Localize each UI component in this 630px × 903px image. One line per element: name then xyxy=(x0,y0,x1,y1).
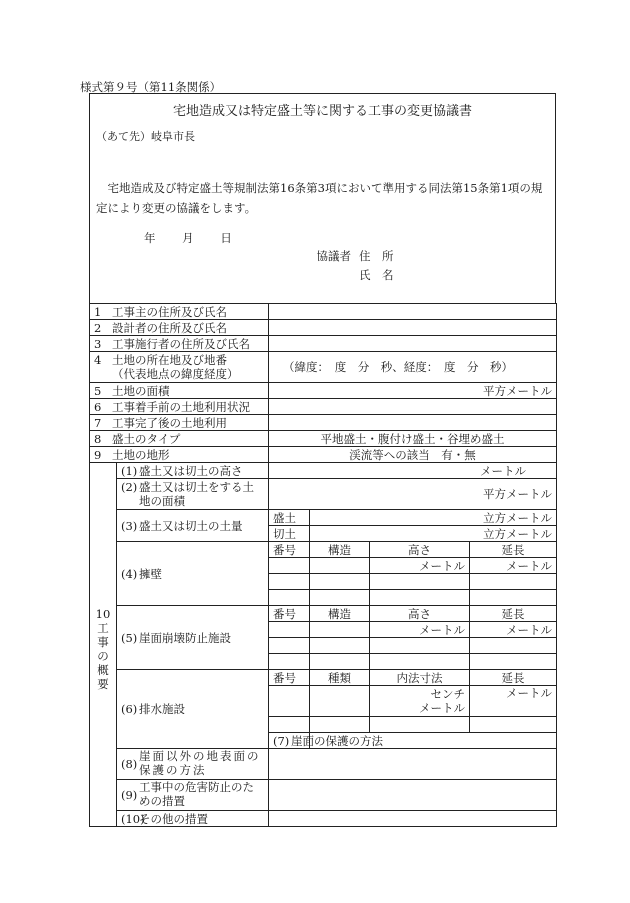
consulting-party xyxy=(305,247,394,285)
sub-10 xyxy=(90,811,557,827)
addressee: （あて先）岐阜市長 xyxy=(96,130,195,143)
row-7-label: 7 工事完了後の土地利用 xyxy=(90,415,269,431)
sub-2-label: (2) 盛土又は切土をする土地の面積 xyxy=(117,479,269,510)
row-2-value[interactable] xyxy=(269,320,557,336)
sub-3-cut-unit[interactable]: 立方メートル xyxy=(310,526,557,542)
row-5 xyxy=(90,383,557,399)
sub-5-header-height: 高さ xyxy=(370,606,470,622)
row-1 xyxy=(90,304,557,320)
sub-6-header xyxy=(90,670,557,686)
row-4 xyxy=(90,352,557,383)
sub-6-inner-unit[interactable]: センチ メートル xyxy=(370,686,470,717)
sub-6-header-inner: 内法寸法 xyxy=(370,670,470,686)
row-6 xyxy=(90,399,557,415)
sub-6-header-type: 種類 xyxy=(310,670,370,686)
body-text: 宅地造成及び特定盛土等規制法第16条第3項において準用する同法第15条第1項の規定により変更の協議をします。 xyxy=(96,181,543,215)
sub-5-label: (5) 崖面崩壊防止施設 xyxy=(117,606,269,670)
overview-number: 10 xyxy=(95,606,111,621)
date-line xyxy=(144,230,232,246)
sub-5-header-no: 番号 xyxy=(269,606,310,622)
sub-6-header-no: 番号 xyxy=(269,670,310,686)
date-day: 日 xyxy=(220,231,233,245)
sub-4-header-height: 高さ xyxy=(370,542,470,558)
row-6-label: 6 工事着手前の土地利用状況 xyxy=(90,399,269,415)
sub-4-label: (4) 擁壁 xyxy=(117,542,269,606)
row-2-label: 2 設計者の住所及び氏名 xyxy=(90,320,269,336)
header-frame xyxy=(89,93,556,303)
sub-6-length-unit[interactable]: メートル xyxy=(470,686,557,717)
sub-4-length-unit[interactable]: メートル xyxy=(470,558,557,574)
sub-10-value[interactable] xyxy=(269,811,557,827)
row-7 xyxy=(90,415,557,431)
row-9-label: 9 土地の地形 xyxy=(90,447,269,463)
row-8 xyxy=(90,431,557,447)
sub-9 xyxy=(90,780,557,811)
sub-10-label: (10)その他の措置 xyxy=(117,811,269,827)
sub-5-height-unit[interactable]: メートル xyxy=(370,622,470,638)
party-name-label: 氏 名 xyxy=(359,268,394,282)
row-4-value[interactable]: （緯度： 度 分 秒、経度： 度 分 秒） xyxy=(269,352,557,383)
party-label: 協議者 xyxy=(316,249,351,263)
sub-6-header-length: 延長 xyxy=(470,670,557,686)
sub-6-label: (6) 排水施設 xyxy=(117,670,269,749)
sub-5-header xyxy=(90,606,557,622)
row-3-label: 3 工事施行者の住所及び氏名 xyxy=(90,336,269,352)
sub-9-label: (9) 工事中の危害防止のための措置 xyxy=(117,780,269,811)
date-year: 年 xyxy=(144,231,156,245)
document-title: 宅地造成又は特定盛土等に関する工事の変更協議書 xyxy=(172,104,472,119)
row-3-value[interactable] xyxy=(269,336,557,352)
form-number: 様式第９号（第11条関係） xyxy=(80,80,222,94)
party-address-label: 住 所 xyxy=(359,249,394,263)
sub-4-header-structure: 構造 xyxy=(310,542,370,558)
sub-3-label: (3) 盛土又は切土の土量 xyxy=(117,510,269,542)
sub-1-label: (1) 盛土又は切土の高さ xyxy=(117,463,269,479)
row-6-value[interactable] xyxy=(269,399,557,415)
row-8-options[interactable]: 平地盛土・腹付け盛土・谷埋め盛土 xyxy=(269,431,557,447)
date-month: 月 xyxy=(182,231,195,245)
row-7-value[interactable] xyxy=(269,415,557,431)
sub-4-height-unit[interactable]: メートル xyxy=(370,558,470,574)
sub-8-label: (8) 崖面以外の地表面の保護の方法 xyxy=(117,749,269,780)
row-1-label: 1 工事主の住所及び氏名 xyxy=(90,304,269,320)
sub-4-header xyxy=(90,542,557,558)
sub-7-label: (7) 崖面の保護の方法 xyxy=(269,733,310,749)
row-1-value[interactable] xyxy=(269,304,557,320)
row-3 xyxy=(90,336,557,352)
row-9-options[interactable]: 渓流等への該当 有・無 xyxy=(269,447,557,463)
sub-5-length-unit[interactable]: メートル xyxy=(470,622,557,638)
application-table xyxy=(89,303,557,827)
sub-3-fill xyxy=(90,510,557,526)
sub-2-unit[interactable]: 平方メートル xyxy=(269,479,557,510)
sub-4-header-length: 延長 xyxy=(470,542,557,558)
row-4-label: 4 土地の所在地及び地番 （代表地点の緯度経度） xyxy=(90,352,269,383)
sub-9-value[interactable] xyxy=(269,780,557,811)
row-2 xyxy=(90,320,557,336)
row-8-label: 8 盛土のタイプ xyxy=(90,431,269,447)
sub-4-header-no: 番号 xyxy=(269,542,310,558)
sub-8-value[interactable] xyxy=(269,749,557,780)
sub-2 xyxy=(90,479,557,510)
sub-5-header-length: 延長 xyxy=(470,606,557,622)
sub-3-fill-unit[interactable]: 立方メートル xyxy=(310,510,557,526)
sub-8 xyxy=(90,749,557,780)
sub-3-cut-label: 切土 xyxy=(269,526,310,542)
sub-5-header-structure: 構造 xyxy=(310,606,370,622)
sub-3-fill-label: 盛土 xyxy=(269,510,310,526)
sub-1-unit[interactable]: メートル xyxy=(269,463,557,479)
row-9 xyxy=(90,447,557,463)
overview-vertical-label: 10 工 事 の 概 要 xyxy=(90,463,117,827)
row-5-label: 5 土地の面積 xyxy=(90,383,269,399)
row-5-unit[interactable]: 平方メートル xyxy=(269,383,557,399)
sub-1 xyxy=(90,463,557,479)
